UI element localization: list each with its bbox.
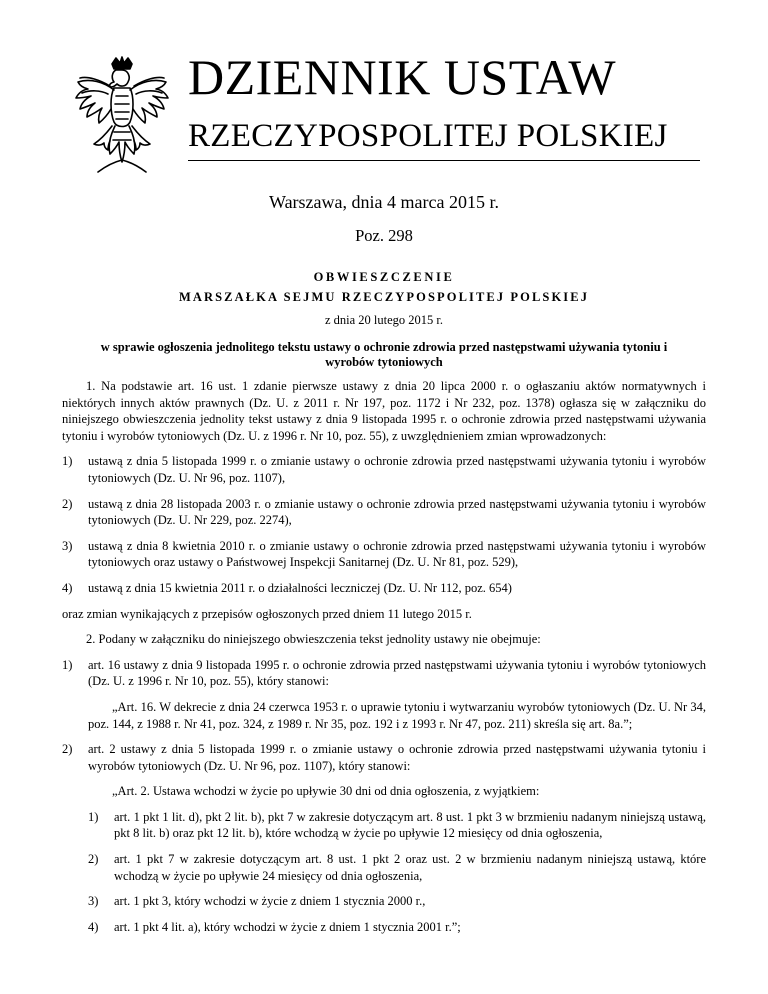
masthead-title: DZIENNIK USTAW (188, 49, 617, 105)
heading-issuer: MARSZAŁKA SEJMU RZECZYPOSPOLITEJ POLSKIEJ (178, 290, 590, 304)
sub-list-item (62, 809, 706, 842)
list-item (62, 453, 706, 486)
list-number: 4) (62, 580, 73, 595)
list-text: ustawą z dnia 28 listopada 2003 r. o zmianie ustawy o ochronie zdrowia przed następstwami używania tytoniu i wyrobów tytoniowych (Dz. U. Nr 229, poz. 2274), (88, 496, 706, 528)
dateline: Warszawa, dnia 4 marca 2015 r. (269, 192, 499, 212)
heading-obwieszczenie: OBWIESZCZENIE (313, 270, 455, 284)
subject-line: w sprawie ogłoszenia jednolitego tekstu ustawy o ochronie zdrowia przed następstwami używania tytoniu i wyrobów tytoniowych (100, 340, 668, 369)
paragraph-1-end: oraz zmian wynikających z przepisów ogłoszonych przed dniem 11 lutego 2015 r. (62, 606, 472, 621)
list-item (62, 657, 706, 690)
list-number: 1) (62, 454, 73, 469)
document-body (62, 378, 706, 935)
list-item (62, 538, 706, 571)
paragraph-2: 2. Podany w załączniku do niniejszego obwieszczenia tekst jednolity ustawy nie obejmuje: (86, 632, 541, 647)
list-item (62, 741, 706, 774)
sub-list-text: art. 1 pkt 1 lit. d), pkt 2 lit. b), pkt 7 w zakresie dotyczącym art. 8 ust. 1 pkt 3 w brzmieniu nadanym niniejszą ustawą, pkt 8 lit. b) oraz pkt 12 lit. b), które wchodzą w życie po upływie 12 miesięcy od dnia ogłoszenia, (114, 809, 706, 841)
list-item (62, 580, 706, 597)
sub-list-number: 4) (88, 919, 99, 934)
sub-list-item (62, 893, 706, 910)
list-text: ustawą z dnia 15 kwietnia 2011 r. o działalności leczniczej (Dz. U. Nr 112, poz. 654) (88, 580, 512, 595)
masthead-subtitle: RZECZYPOSPOLITEJ POLSKIEJ (188, 118, 668, 154)
list-item (62, 496, 706, 529)
sub-list-text: art. 1 pkt 3, który wchodzi w życie z dniem 1 stycznia 2000 r., (114, 894, 426, 909)
heading-date: z dnia 20 lutego 2015 r. (324, 313, 444, 327)
list-number: 1) (62, 657, 73, 672)
sub-list-text: art. 1 pkt 7 w zakresie dotyczącym art. 8 ust. 1 pkt 2 oraz ust. 2 w brzmieniu nadanym niniejszą ustawą, które wchodzą w życie po upływie 24 miesięcy od dnia ogłoszenia, (114, 852, 706, 883)
sub-list-number: 3) (88, 894, 99, 909)
list-number: 2) (62, 742, 73, 757)
sub-list-number: 2) (88, 852, 99, 867)
sub-list-item (62, 851, 706, 884)
sub-list-item (62, 919, 706, 936)
polish-eagle-emblem-icon (70, 56, 174, 178)
list-number: 3) (62, 538, 73, 553)
masthead-rule (188, 160, 700, 161)
list-number: 2) (62, 496, 73, 511)
list-text: ustawą z dnia 8 kwietnia 2010 r. o zmianie ustawy o ochronie zdrowia przed następstwami używania tytoniu i wyrobów tytoniowych oraz ustawy o Państwowej Inspekcji Sanitarnej (Dz. U. Nr 81, poz. 529), (88, 538, 706, 570)
list-text: ustawą z dnia 5 listopada 1999 r. o zmianie ustawy o ochronie zdrowia przed następstwami używania tytoniu i wyrobów tytoniowych (Dz. U. Nr 96, poz. 1107), (88, 454, 706, 485)
list-text: art. 2 ustawy z dnia 5 listopada 1999 r. o zmianie ustawy o ochronie zdrowia przed następstwami używania tytoniu i wyrobów tytoniowych (Dz. U. Nr 96, poz. 1107), który stanowi: (88, 742, 706, 773)
paragraph-1: 1. Na podstawie art. 16 ust. 1 zdanie pierwsze ustawy z dnia 20 lipca 2000 r. o ogłaszaniu aktów normatywnych i niektórych innych aktów prawnych (Dz. U. z 2011 r. Nr 197, poz. 1172 i Nr 232, poz. 1378) ogłasza się w załączniku do niniejszego obwieszczenia jednolity tekst ustawy z dnia 9 listopada 1995 r. o ochronie zdrowia przed następstwami używania tytoniu i wyrobów tytoniowych (Dz. U. z 1996 r. Nr 10, poz. 55), z uwzględnieniem zmian wprowadzonych: (62, 379, 706, 443)
position-number: Poz. 298 (355, 226, 413, 245)
quote-text: „Art. 2. Ustawa wchodzi w życie po upływie 30 dni od dnia ogłoszenia, z wyjątkiem: (112, 784, 540, 799)
sub-list-number: 1) (88, 809, 99, 824)
sub-list-text: art. 1 pkt 4 lit. a), który wchodzi w życie z dniem 1 stycznia 2001 r.”; (114, 919, 461, 934)
quote-text: „Art. 16. W dekrecie z dnia 24 czerwca 1953 r. o uprawie tytoniu i wytwarzaniu wyrobów tytoniowych (Dz. U. Nr 34, poz. 144, z 1988 r. Nr 41, poz. 324, z 1989 r. Nr 35, poz. 192 i z 1993 r. Nr 47, poz. 211) skreśla się art. 8a.”; (88, 699, 706, 731)
list-text: art. 16 ustawy z dnia 9 listopada 1995 r. o ochronie zdrowia przed następstwami używania tytoniu i wyrobów tytoniowych (Dz. U. z 1996 r. Nr 10, poz. 55), który stanowi: (88, 657, 706, 689)
